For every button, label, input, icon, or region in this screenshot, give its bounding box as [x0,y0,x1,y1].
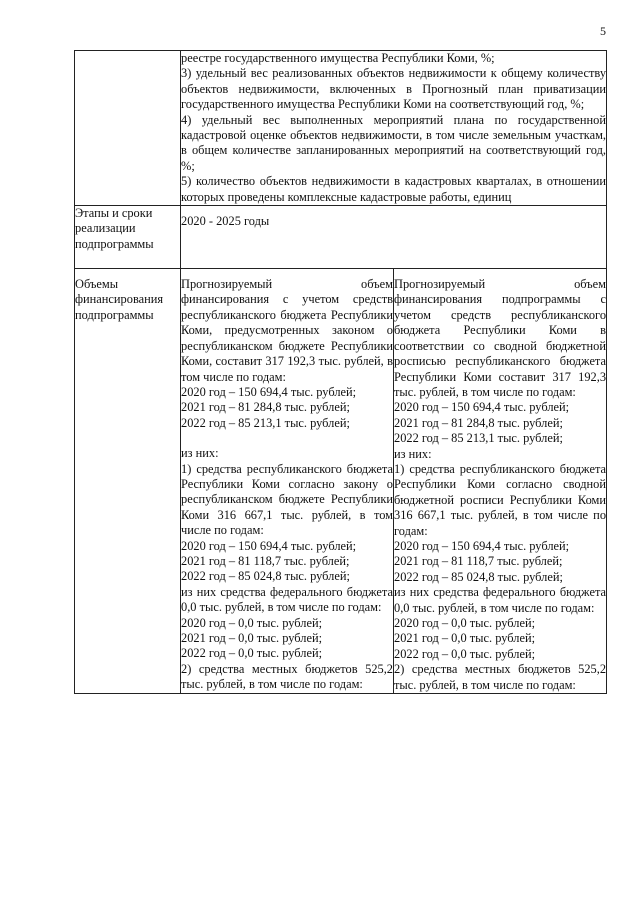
indicators-text-cell [181,51,607,206]
financing-left-cell [181,269,394,694]
page-number: 5 [600,24,606,38]
financing-left-line: Прогнозируемый объем финансирования с учетом средств республиканского бюджета Республики Коми, предусмотренных законом о республиканском бюджете Республики Коми, составит 317 192,3 тыс. рублей, в том числе по годам: [181,277,393,384]
financing-left-spacer [181,431,393,446]
financing-right-cell [394,269,607,694]
financing-right-line: 2020 год – 150 694,4 тыс. рублей; [394,538,570,553]
financing-right-line: 2020 год – 150 694,4 тыс. рублей; [394,400,570,415]
financing-label: Объемы финансирования подпрограммы [75,269,181,694]
indicator-line: 4) удельный вес выполненных мероприятий плана по государственной кадастровой оценке объектов недвижимости, в том числе земельным участкам, в общем количестве запланированных мероприятий на соответствующий год, %; [181,112,607,173]
financing-left-line: 2022 год – 85 024,8 тыс. рублей; [181,569,350,584]
stages-label: Этапы и сроки реализации подпрограммы [75,206,181,269]
financing-right-line: из них: [394,446,432,461]
financing-left-line: 2021 год – 0,0 тыс. рублей; [181,631,323,645]
financing-right-line: 2022 год – 85 024,8 тыс. рублей; [394,569,563,584]
financing-left-line: 2020 год – 0,0 тыс. рублей; [181,615,323,630]
financing-right-line: 2) средства местных бюджетов 525,2 тыс. рублей, в том числе по годам: [394,662,607,692]
financing-right-line: 2021 год – 81 284,8 тыс. рублей; [394,415,563,430]
financing-left-line: 2) средства местных бюджетов 525,2 тыс. рублей, в том числе по годам: [181,661,393,692]
indicator-line: 3) удельный вес реализованных объектов недвижимости к общему количеству объектов недвижимости, включенных в Прогнозный план приватизации государственного имущества Республики Коми на соответствующий год, %; [181,66,607,112]
financing-left-line: 2020 год – 150 694,4 тыс. рублей; [181,538,357,553]
financing-right-line: из них средства федерального бюджета 0,0 тыс. рублей, в том числе по годам: [394,585,607,615]
financing-left-line: 2021 год – 81 118,7 тыс. рублей; [181,553,350,568]
indicators-label-cell [75,51,181,206]
financing-right-line: 2020 год – 0,0 тыс. рублей; [394,616,536,630]
financing-right-line: Прогнозируемый объем финансирования подпрограммы с учетом средств республиканского бюджета Республики Коми в соответствии со сводной бюджетной росписью республиканского бюджета Республики Коми составит 317 192,3 тыс. рублей, в том числе по годам: [394,277,607,399]
financing-left-line: 2021 год – 81 284,8 тыс. рублей; [181,400,350,415]
financing-left-line: из них средства федерального бюджета 0,0 тыс. рублей, в том числе по годам: [181,584,393,615]
financing-left-line: из них: [181,446,219,461]
indicator-line: 5) количество объектов недвижимости в кадастровых кварталах, в отношении которых проведены комплексные кадастровые работы, единиц [181,174,607,204]
financing-right-line: 1) средства республиканского бюджета Республики Коми согласно сводной бюджетной росписи Республики Коми 316 667,1 тыс. рублей, в том числе по годам: [394,461,607,538]
financing-right-line: 2021 год – 0,0 тыс. рублей; [394,631,536,646]
stages-value: 2020 - 2025 годы [181,206,607,269]
financing-right-line: 2022 год – 0,0 тыс. рублей; [394,646,536,661]
stages-row [75,206,607,269]
financing-left-line: 1) средства республиканского бюджета Республики Коми согласно закону о республиканском бюджете Республики Коми 316 667,1 тыс. рублей, в том числе по годам: [181,461,393,538]
financing-left-line: 2022 год – 85 213,1 тыс. рублей; [181,415,350,430]
financing-right-line: 2022 год – 85 213,1 тыс. рублей; [394,431,563,446]
financing-right-line: 2021 год – 81 118,7 тыс. рублей; [394,554,563,569]
indicators-row [75,51,607,206]
financing-row [75,269,607,694]
passport-table [74,50,607,694]
financing-left-line: 2020 год – 150 694,4 тыс. рублей; [181,384,357,399]
financing-left-line: 2022 год – 0,0 тыс. рублей; [181,646,323,661]
indicator-line: реестре государственного имущества Республики Коми, %; [181,51,495,65]
